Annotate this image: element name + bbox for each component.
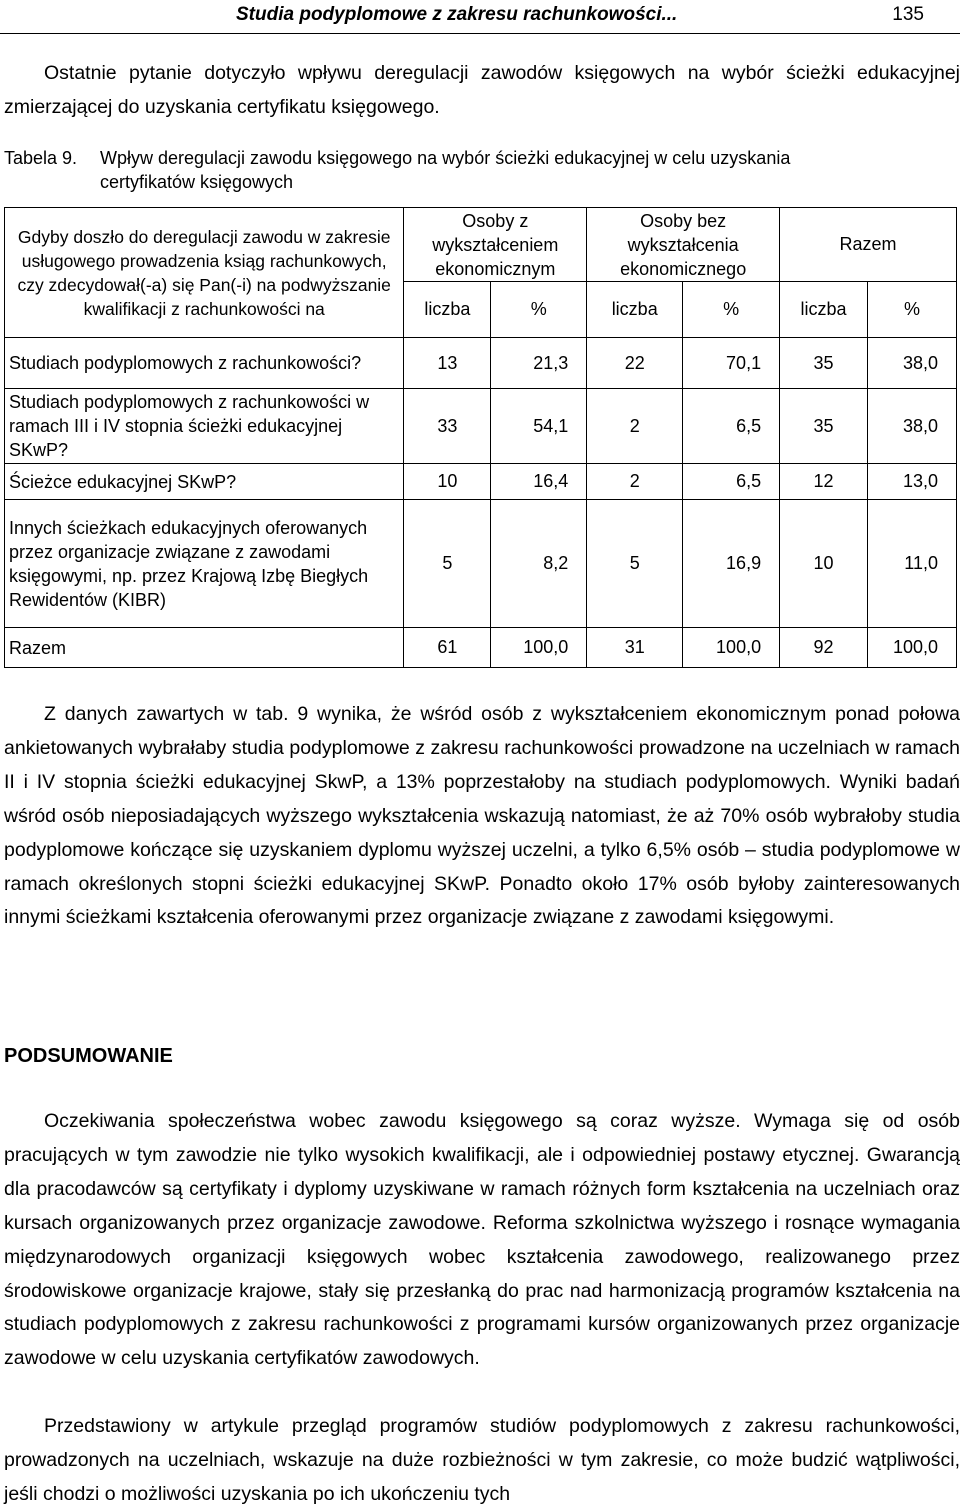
table-caption-line1: Wpływ deregulacji zawodu księgowego na wybór ścieżki edukacyjnej w celu uzyskania (100, 148, 791, 168)
cell-value: 70,1 (683, 338, 780, 389)
table-row (5, 338, 957, 389)
table-row (5, 389, 957, 464)
cell-value: 2 (587, 464, 683, 500)
summary-paragraph-2-text: Przedstawiony w artykule przegląd programów studiów podyplomowych z zakresu rachunkowości, prowadzonych na uczelniach, wskazuje na duże rozbieżności w tym zakresie, co może budzić wątpliwości, jeśli chodzi o możliwości uzyskania po ich ukończeniu tych (4, 1415, 960, 1505)
table-caption (4, 146, 960, 194)
cell-value: 100,0 (683, 628, 780, 668)
subheader-cell: liczba (404, 282, 491, 338)
row-label: Studiach podyplomowych z rachunkowości w ramach III i IV stopnia ścieżki edukacyjnej SKwP? (5, 389, 404, 464)
table-row (5, 500, 957, 628)
summary-paragraph-1-text: Oczekiwania społeczeństwa wobec zawodu księgowego są coraz wyższe. Wymaga się od osób pracujących w tym zawodzie nie tylko wysokich kwalifikacji, ale i odpowiedniej postawy etycznej. Gwarancją dla pracodawców są certyfikaty i dyplomy uzyskiwane w ramach różnych form kształcenia na uczelniach oraz kursach organizowanych przez organizacje zawodowe. Reforma szkolnictwa wyższego i rosnące wymagania międzynarodowych organizacji księgowych wobec kształcenia zawodowego, realizowanego przez środowiskowe organizacje krajowe, stały się przesłanką do prac nad harmonizacją programów kształcenia na studiach podyplomowych z zakresu rachunkowości z programami kursów organizowanych przez organizacje zawodowe w celu uzyskania certyfikatów zawodowych. (4, 1110, 960, 1370)
intro-paragraph-text: Ostatnie pytanie dotyczyło wpływu deregulacji zawodów księgowych na wybór ścieżki edukacyjnej zmierzającej do uzyskania certyfikatu księgowego. (4, 62, 960, 118)
cell-value: 13 (404, 338, 491, 389)
row-label: Innych ścieżkach edukacyjnych oferowanych przez organizacje związane z zawodami księgowymi, np. przez Krajową Izbę Biegłych Rewidentów (KIBR) (5, 500, 404, 628)
cell-value: 6,5 (683, 464, 780, 500)
row-label: Studiach podyplomowych z rachunkowości? (5, 338, 404, 389)
table-header-row (5, 208, 957, 282)
cell-value: 61 (404, 628, 491, 668)
subheader-cell: liczba (780, 282, 868, 338)
cell-value: 35 (780, 338, 868, 389)
cell-value: 6,5 (683, 389, 780, 464)
cell-value: 2 (587, 389, 683, 464)
subheader-cell: % (683, 282, 780, 338)
page-number: 135 (892, 4, 924, 25)
section-heading: PODSUMOWANIE (4, 1045, 173, 1067)
running-head (0, 4, 960, 30)
group-header-economic: Osoby z wykształceniem ekonomicznym (404, 208, 587, 282)
cell-value: 11,0 (868, 500, 957, 628)
analysis-paragraph (4, 698, 960, 935)
intro-paragraph (4, 57, 960, 125)
cell-value: 10 (404, 464, 491, 500)
table-row (5, 464, 957, 500)
data-table (4, 207, 957, 668)
cell-value: 12 (780, 464, 868, 500)
table-total-row (5, 628, 957, 668)
cell-value: 92 (780, 628, 868, 668)
running-head-title: Studia podyplomowe z zakresu rachunkowości... (236, 4, 678, 25)
cell-value: 100,0 (491, 628, 587, 668)
cell-value: 5 (587, 500, 683, 628)
cell-value: 21,3 (491, 338, 587, 389)
cell-value: 100,0 (868, 628, 957, 668)
cell-value: 8,2 (491, 500, 587, 628)
table-caption-line2: certyfikatów księgowych (100, 172, 294, 192)
summary-paragraph-1 (4, 1105, 960, 1376)
analysis-paragraph-text: Z danych zawartych w tab. 9 wynika, że wśród osób z wykształceniem ekonomicznym ponad połowa ankietowanych wybrałaby studia podyplomowe z zakresu rachunkowości prowadzone na uczelniach w ramach II i IV stopnia ścieżki edukacyjnej SkwP, a 13% poprzestałoby na studiach podyplomowych. Wyniki badań wśród osób nieposiadających wyższego wykształcenia wskazują natomiast, że aż 70% osób wybrałoby studia podyplomowe kończące się uzyskaniem dyplomu wyższej uczelni, a tylko 6,5% osób – studia podyplomowe w ramach określonych stopni ścieżki edukacyjnej SKwP. Ponadto około 17% osób byłoby zainteresowanych innymi ścieżkami kształcenia oferowanymi przez organizacje związane z zawodami księgowymi. (4, 703, 960, 929)
cell-value: 10 (780, 500, 868, 628)
cell-value: 35 (780, 389, 868, 464)
row-label: Ścieżce edukacyjnej SKwP? (5, 464, 404, 500)
header-rule (0, 33, 960, 34)
summary-paragraph-2 (4, 1410, 960, 1512)
cell-value: 16,9 (683, 500, 780, 628)
group-header-total: Razem (780, 208, 957, 282)
cell-value: 16,4 (491, 464, 587, 500)
row-label: Razem (5, 628, 404, 668)
cell-value: 33 (404, 389, 491, 464)
cell-value: 38,0 (868, 389, 957, 464)
cell-value: 22 (587, 338, 683, 389)
subheader-cell: % (491, 282, 587, 338)
cell-value: 13,0 (868, 464, 957, 500)
cell-value: 54,1 (491, 389, 587, 464)
cell-value: 38,0 (868, 338, 957, 389)
subheader-cell: % (868, 282, 957, 338)
cell-value: 5 (404, 500, 491, 628)
cell-value: 31 (587, 628, 683, 668)
table-caption-label: Tabela 9. (4, 148, 78, 168)
question-header: Gdyby doszło do deregulacji zawodu w zakresie usługowego prowadzenia ksiąg rachunkowych, czy zdecydował(-a) się Pan(-i) na podwyższanie kwalifikacji z rachunkowości na (5, 208, 404, 338)
subheader-cell: liczba (587, 282, 683, 338)
group-header-non-economic: Osoby bez wykształcenia ekonomicznego (587, 208, 780, 282)
